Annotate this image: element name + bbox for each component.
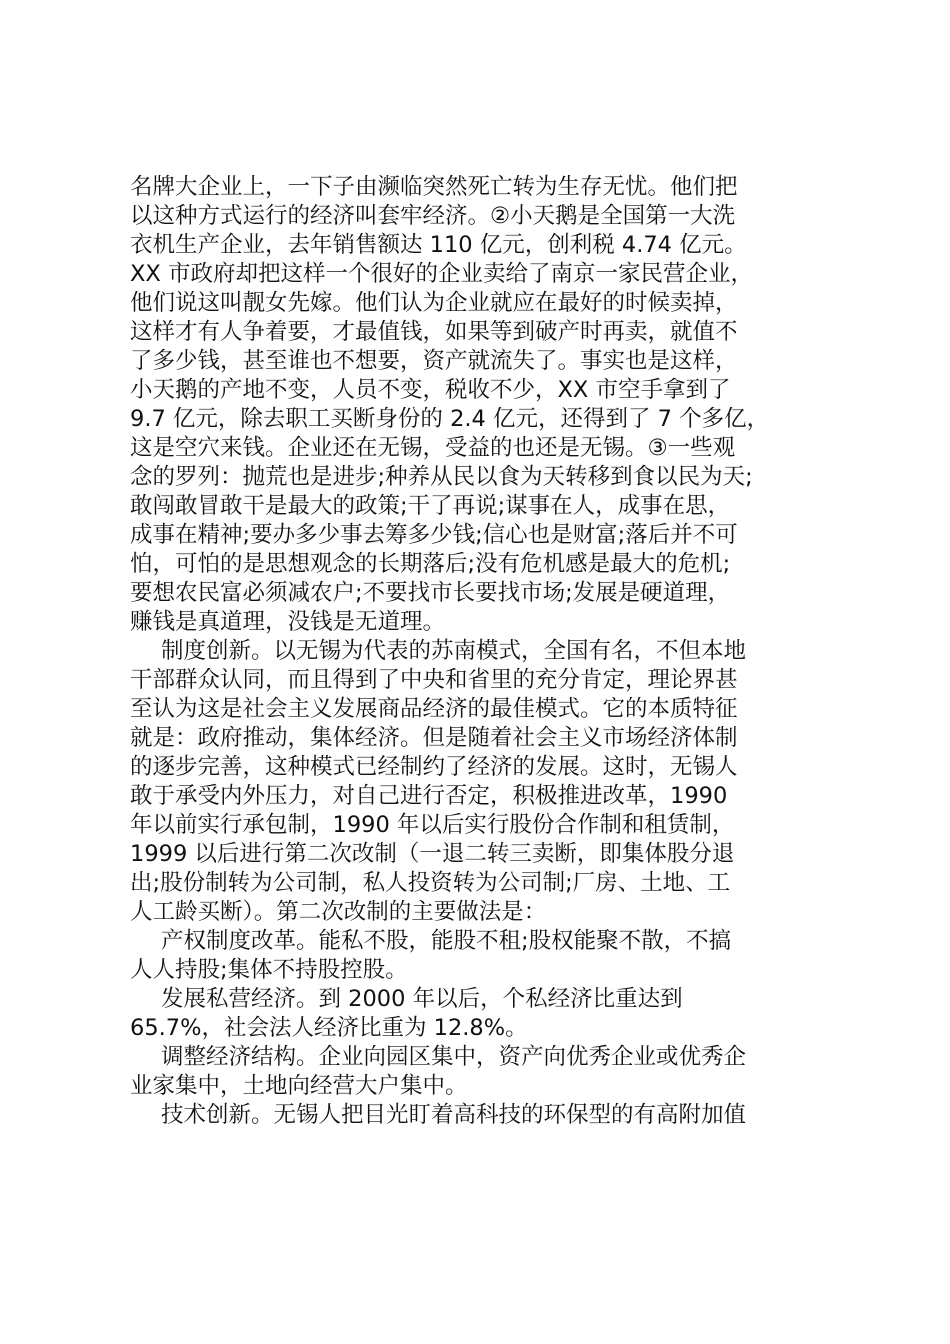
text-line: 名牌大企业上，一下子由濒临突然死亡转为生存无忧。他们把	[130, 174, 738, 200]
text-line: 敢于承受内外压力，对自己进行否定，积极推进改革，1990	[130, 783, 728, 809]
text-line: XX 市政府却把这样一个很好的企业卖给了南京一家民营企业，	[130, 261, 753, 287]
document-page	[130, 173, 835, 1213]
text-line: 65.7%，社会法人经济比重为 12.8%。	[130, 1015, 528, 1041]
text-line: 调整经济结构。企业向园区集中，资产向优秀企业或优秀企	[161, 1044, 747, 1070]
text-line: 发展私营经济。到 2000 年以后，个私经济比重达到	[161, 986, 683, 1012]
text-line: 人工龄买断）。第二次改制的主要做法是：	[130, 899, 547, 925]
text-line: 1999 以后进行第二次改制（一退二转三卖断，即集体股分退	[130, 841, 735, 867]
text-line: 业家集中，土地向经营大户集中。	[130, 1073, 468, 1099]
text-line: 以这种方式运行的经济叫套牢经济。②小天鹅是全国第一大洗	[130, 203, 736, 229]
text-line: 出;股份制转为公司制，私人投资转为公司制;厂房、土地、工	[130, 870, 731, 896]
text-line: 产权制度改革。能私不股，能股不租;股权能聚不散，不搞	[161, 928, 732, 954]
text-line: 这样才有人争着要，才最值钱，如果等到破产时再卖，就值不	[130, 319, 738, 345]
text-line: 他们说这叫靓女先嫁。他们认为企业就应在最好的时候卖掉，	[130, 290, 738, 316]
text-line: 念的罗列：抛荒也是进步;种养从民以食为天转移到食以民为天;	[130, 464, 753, 490]
text-line: 了多少钱，甚至谁也不想要，资产就流失了。事实也是这样，	[130, 348, 738, 374]
text-line: 9.7 亿元，除去职工买断身份的 2.4 亿元，还得到了 7 个多亿，	[130, 406, 770, 432]
text-line: 赚钱是真道理，没钱是无道理。	[130, 609, 446, 635]
text-line: 制度创新。以无锡为代表的苏南模式，全国有名，不但本地	[161, 638, 747, 664]
text-line: 敢闯敢冒敢干是最大的政策;干了再说;谋事在人，成事在思，	[130, 493, 731, 519]
text-line: 小天鹅的产地不变，人员不变，税收不少，XX 市空手拿到了	[130, 377, 731, 403]
text-line: 的逐步完善，这种模式已经制约了经济的发展。这时，无锡人	[130, 754, 738, 780]
text-line: 年以前实行承包制，1990 年以后实行股份合作制和租赁制，	[130, 812, 735, 838]
text-line: 成事在精神;要办多少事去筹多少钱;信心也是财富;落后并不可	[130, 522, 738, 548]
text-line: 干部群众认同，而且得到了中央和省里的充分肯定，理论界甚	[130, 667, 738, 693]
text-line: 衣机生产企业，去年销售额达 110 亿元，创利税 4.74 亿元。	[130, 232, 747, 258]
text-line: 就是：政府推动，集体经济。但是随着社会主义市场经济体制	[130, 725, 738, 751]
text-line: 这是空穴来钱。企业还在无锡，受益的也还是无锡。③一些观	[130, 435, 736, 461]
text-line: 至认为这是社会主义发展商品经济的最佳模式。它的本质特征	[130, 696, 738, 722]
text-line: 怕，可怕的是思想观念的长期落后;没有危机感是最大的危机;	[130, 551, 731, 577]
text-line: 人人持股;集体不持股控股。	[130, 957, 408, 983]
text-line: 技术创新。无锡人把目光盯着高科技的环保型的有高附加值	[161, 1102, 747, 1128]
text-line: 要想农民富必须减农户;不要找市长要找市场;发展是硬道理，	[130, 580, 731, 606]
